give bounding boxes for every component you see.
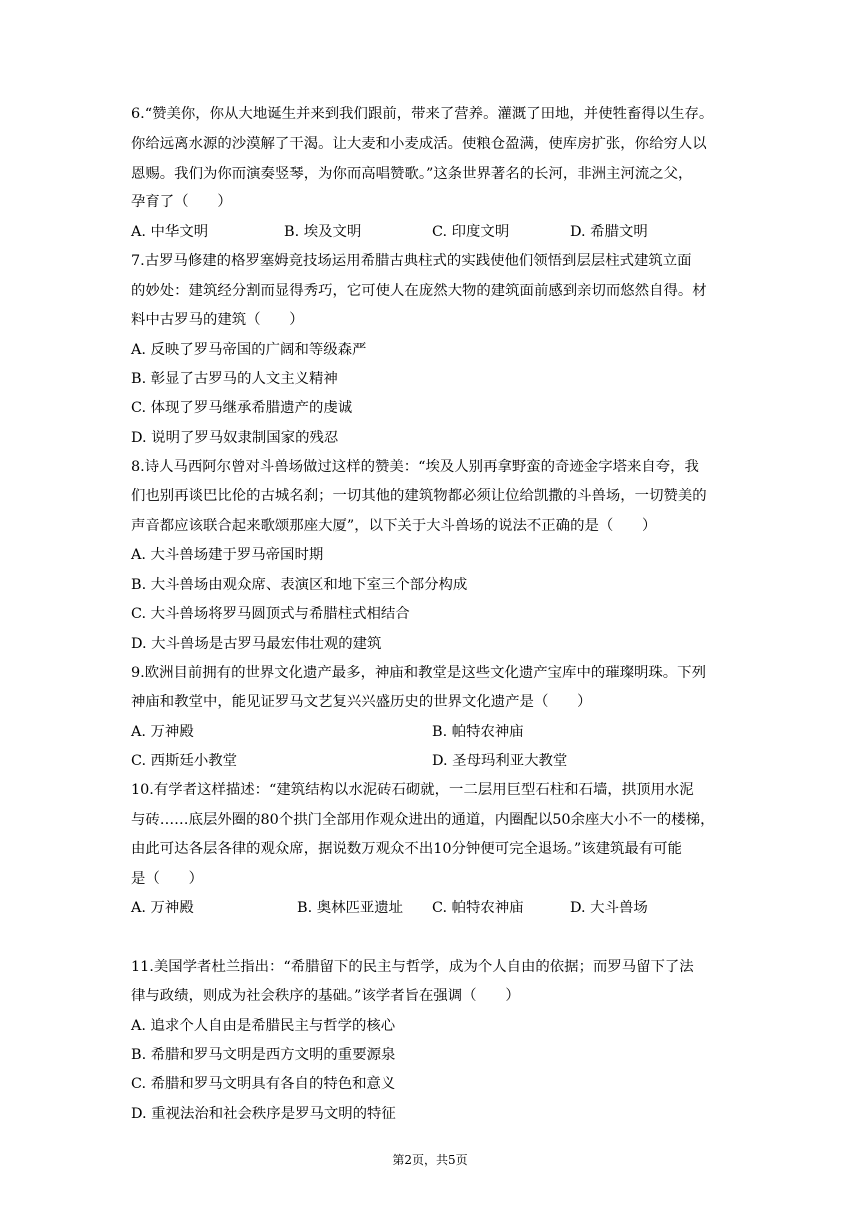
question-8-stem-line-3: 声音都应该联合起来歌颂那座大厦”，以下关于大斗兽场的说法不正确的是（ ） [131,518,657,534]
question-6-option-c: C. 印度文明 [432,224,510,240]
question-10-stem-line-1: 10.有学者这样描述：“建筑结构以水泥砖石砌就，一二层用巨型石柱和石墙，拱顶用水泥 [131,782,694,798]
question-10-option-d: D. 大斗兽场 [570,900,648,916]
question-11-stem-line-1: 11.美国学者杜兰指出：“希腊留下的民主与哲学，成为个人自由的依据；而罗马留下了法 [131,959,694,975]
question-11-option-b: B. 希腊和罗马文明是西方文明的重要源泉 [131,1047,396,1063]
question-6-stem-line-1: 6.“赞美你，你从大地诞生并来到我们跟前，带来了营养。灌溉了田地，并使牲畜得以生存。 [131,106,714,122]
question-10-option-b: B. 奥林匹亚遗址 [297,900,404,916]
question-7-stem-line-3: 料中古罗马的建筑（ ） [131,312,304,328]
question-8-option-c: C. 大斗兽场将罗马圆顶式与希腊柱式相结合 [131,606,410,622]
question-8-option-d: D. 大斗兽场是古罗马最宏伟壮观的建筑 [131,636,382,652]
question-10-option-c: C. 帕特农神庙 [432,900,524,916]
question-10-stem-line-3: 由此可达各层各律的观众席，据说数万观众不出10分钟便可完全退场。”该建筑最有可能 [131,841,682,857]
question-9-option-d: D. 圣母玛利亚大教堂 [432,753,568,769]
question-11-option-a: A. 追求个人自由是希腊民主与哲学的核心 [131,1018,396,1034]
question-9-stem-line-1: 9.欧洲目前拥有的世界文化遗产最多，神庙和教堂是这些文化遗产宝库中的璀璨明珠。下列 [131,665,706,681]
question-6-stem-line-3: 恩赐。我们为你而演奏竖琴，为你而高唱赞歌。”这条世界著名的长河，非洲主河流之父， [131,166,693,182]
page-number-footer: 第2页，共5页 [392,1153,468,1167]
question-7-stem-line-2: 的妙处：建筑经分割而显得秀巧，它可使人在庞然大物的建筑面前感到亲切而悠然自得。材 [131,283,707,299]
question-8-stem-line-2: 们也别再谈巴比伦的古城名刹；一切其他的建筑物都必须让位给凯撒的斗兽场，一切赞美的 [131,488,707,504]
question-6-option-a: A. 中华文明 [131,224,209,240]
question-11-option-c: C. 希腊和罗马文明具有各自的特色和意义 [131,1076,396,1092]
question-6-option-d: D. 希腊文明 [570,224,648,240]
question-9-option-c: C. 西斯廷小教堂 [131,753,237,769]
question-8-stem-line-1: 8.诗人马西阿尔曾对斗兽场做过这样的赞美：“埃及人别再拿野蛮的奇迹金字塔来自夸，我 [131,459,699,475]
question-9-option-a: A. 万神殿 [131,724,194,740]
question-11-stem-line-2: 律与政绩，则成为社会秩序的基础。”该学者旨在强调（ ） [131,988,520,1004]
question-7-option-c: C. 体现了罗马继承希腊遗产的虔诚 [131,400,353,416]
question-9-stem-line-2: 神庙和教堂中，能见证罗马文艺复兴兴盛历史的世界文化遗产是（ ） [131,694,592,710]
question-7-option-b: B. 彰显了古罗马的人文主义精神 [131,371,338,387]
question-6-stem-line-2: 你给远离水源的沙漠解了干渴。让大麦和小麦成活。使粮仓盈满，使库房扩张，你给穷人以 [131,136,707,152]
question-10-stem-line-4: 是（ ） [131,871,203,887]
question-11-option-d: D. 重视法治和社会秩序是罗马文明的特征 [131,1106,396,1122]
question-9-option-b: B. 帕特农神庙 [432,724,524,740]
question-6-option-b: B. 埃及文明 [284,224,362,240]
question-7-option-a: A. 反映了罗马帝国的广阔和等级森严 [131,342,367,358]
question-7-stem-line-1: 7.古罗马修建的格罗塞姆竞技场运用希腊古典柱式的实践使他们领悟到层层柱式建筑立面 [131,253,692,269]
question-10-stem-line-2: 与砖……底层外圈的80个拱门全部用作观众进出的通道，内圈配以50余座大小不一的楼梯， [131,812,715,828]
question-10-option-a: A. 万神殿 [131,900,194,916]
question-8-option-b: B. 大斗兽场由观众席、表演区和地下室三个部分构成 [131,577,468,593]
question-8-option-a: A. 大斗兽场建于罗马帝国时期 [131,547,324,563]
question-6-stem-line-4: 孕育了（ ） [131,194,232,210]
question-7-option-d: D. 说明了罗马奴隶制国家的残忍 [131,430,339,446]
